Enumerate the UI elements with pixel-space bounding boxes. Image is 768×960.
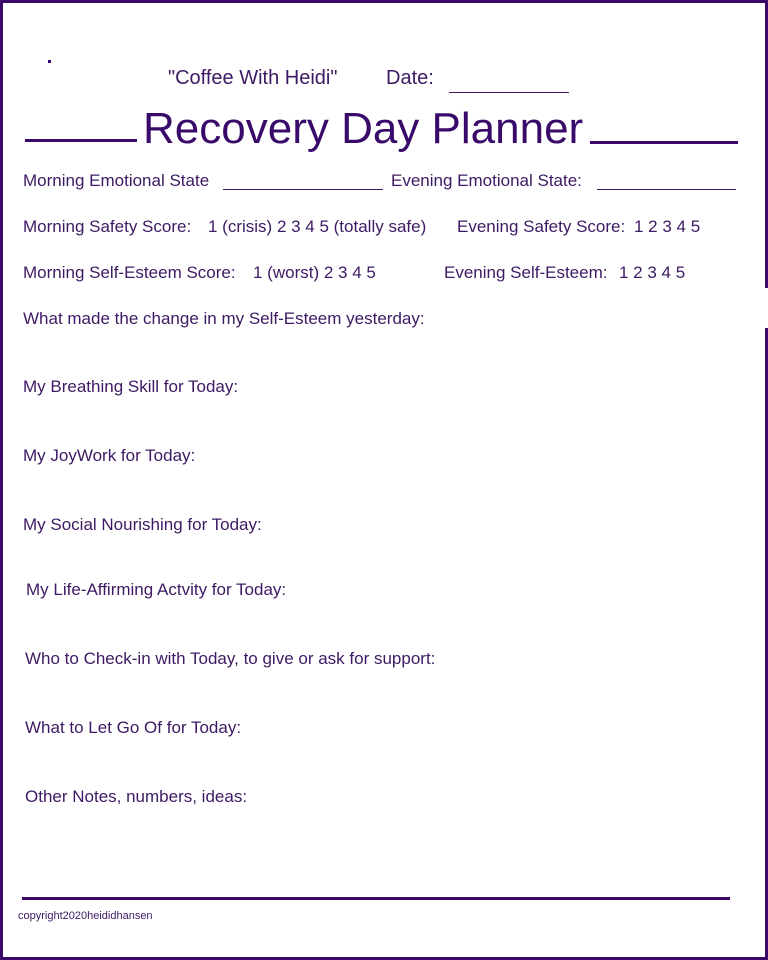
evening-safety-label: Evening Safety Score: (457, 217, 626, 236)
morning-safety-label: Morning Safety Score: (23, 217, 192, 236)
date-label: Date: (386, 67, 434, 89)
title-right-rule (590, 141, 738, 144)
prompt-check-in: Who to Check-in with Today, to give or ask for support: (25, 649, 436, 668)
morning-safety-scale: 1 (crisis) 2 3 4 5 (totally safe) (208, 217, 427, 236)
prompt-esteem-change: What made the change in my Self-Esteem yesterday: (23, 309, 425, 328)
evening-esteem-scale: 1 2 3 4 5 (619, 263, 686, 282)
footer-rule (22, 897, 730, 900)
brand-text: "Coffee With Heidi" (168, 67, 338, 89)
prompt-other-notes: Other Notes, numbers, ideas: (25, 787, 248, 806)
morning-emotional-field[interactable] (223, 189, 383, 190)
evening-emotional-label: Evening Emotional State: (391, 171, 582, 190)
evening-emotional-field[interactable] (597, 189, 736, 190)
morning-esteem-label: Morning Self-Esteem Score: (23, 263, 236, 282)
evening-esteem-label: Evening Self-Esteem: (444, 263, 608, 282)
prompt-joywork: My JoyWork for Today: (23, 446, 196, 465)
prompt-let-go: What to Let Go Of for Today: (25, 718, 242, 737)
title-left-rule (25, 139, 137, 142)
morning-esteem-scale: 1 (worst) 2 3 4 5 (253, 263, 376, 282)
copyright-text: copyright2020heididhansen (18, 910, 153, 922)
prompt-social-nourishing: My Social Nourishing for Today: (23, 515, 262, 534)
prompt-life-affirming: My Life-Affirming Actvity for Today: (26, 580, 287, 599)
evening-safety-scale: 1 2 3 4 5 (634, 217, 701, 236)
prompt-breathing-skill: My Breathing Skill for Today: (23, 377, 239, 396)
decorative-dot (48, 60, 51, 63)
morning-emotional-label: Morning Emotional State (23, 171, 210, 190)
page-title: Recovery Day Planner (143, 104, 584, 153)
date-field-line[interactable] (449, 92, 569, 93)
